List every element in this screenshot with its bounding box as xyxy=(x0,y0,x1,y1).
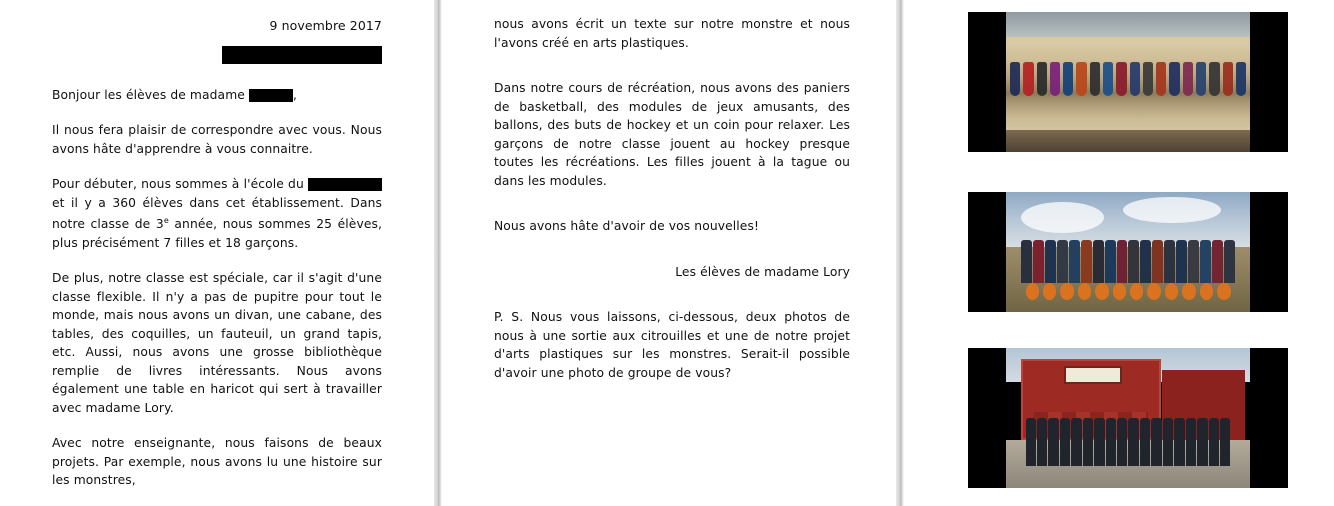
page-gutter-1 xyxy=(434,0,442,506)
redacted-teacher-name xyxy=(249,89,293,102)
classroom-coat-hooks-photo xyxy=(968,12,1288,152)
redacted-school-name xyxy=(308,178,382,191)
red-barn-group-photo xyxy=(968,348,1288,488)
left-paragraph-3: De plus, notre classe est spéciale, car il s'agit d'une classe flexible. Il n'y a pas de pupitre pour tout le monde, mais nous avons un divan, une cabane, des tables, des coquilles, un fauteuil, un grand tapis, etc. Aussi, nous avons une grosse bibliothèque remplie de livres intéressants. Nous avons également une table en haricot qui sert à travailler avec madame Lory. xyxy=(52,271,382,415)
page-gutter-2 xyxy=(896,0,904,506)
letter-signature: Les élèves de madame Lory xyxy=(675,264,850,279)
classroom-coat-hooks-photo-image xyxy=(1006,12,1250,152)
classroom-floor xyxy=(1006,130,1250,152)
barn-student-group xyxy=(1026,418,1231,466)
greeting-comma: , xyxy=(292,87,297,102)
cloud-right xyxy=(1123,197,1221,223)
student-group xyxy=(1021,240,1236,283)
letter-date: 9 novembre 2017 xyxy=(269,18,382,33)
right-column-photos xyxy=(906,0,1334,506)
middle-column xyxy=(444,0,900,506)
left-paragraph-4: Avec notre enseignante, nous faisons de beaux projets. Par exemple, nous avons lu une histoire sur les monstres, xyxy=(52,436,382,488)
pumpkin-patch-group-photo-image xyxy=(1006,192,1250,312)
greeting-line xyxy=(52,86,382,105)
left-paragraph-1: Il nous fera plaisir de correspondre avec vous. Nous avons hâte d'apprendre à vous connaitre. xyxy=(52,123,382,156)
para2-part3: année, nous sommes 25 élèves, plus précisément 7 filles et 18 garçons. xyxy=(52,217,383,250)
letter-postscript: P. S. Nous vous laissons, ci-dessous, deux photos de nous à une sortie aux citrouilles et une de notre projet d'arts plastiques sur les monstres. Serait-il possible d'avoir une photo de groupe de vous? xyxy=(494,310,850,380)
cloud-left xyxy=(1021,202,1104,233)
redacted-address-bar xyxy=(222,46,382,64)
pumpkin-row xyxy=(1026,283,1231,300)
classroom-ceiling xyxy=(1006,12,1250,37)
left-column xyxy=(0,0,434,506)
coat-row xyxy=(1006,62,1250,96)
para2-part1: Pour débuter, nous sommes à l'école du xyxy=(52,177,308,191)
mid-paragraph-2: Dans notre cours de récréation, nous avons des paniers de basketball, des modules de jeux amusants, des ballons, des buts de hockey et un coin pour relaxer. Les garçons de notre classe jouent au hockey presque toutes les récréations. Les filles jouent à la tague ou dans les modules. xyxy=(494,81,850,188)
red-barn-group-photo-image xyxy=(1006,348,1250,488)
greeting-text: Bonjour les élèves de madame xyxy=(52,87,249,102)
para2-part2: et il y a 360 élèves dans cet établissement. Dans notre classe de 3 xyxy=(52,195,382,232)
mid-paragraph-3: Nous avons hâte d'avoir de vos nouvelles! xyxy=(494,219,759,233)
left-paragraph-2 xyxy=(52,175,382,252)
mid-paragraph-1: nous avons écrit un texte sur notre monstre et nous l'avons créé en arts plastiques. xyxy=(494,17,850,50)
pumpkin-patch-group-photo xyxy=(968,192,1288,312)
para2-ordinal-sup: e xyxy=(163,216,169,225)
